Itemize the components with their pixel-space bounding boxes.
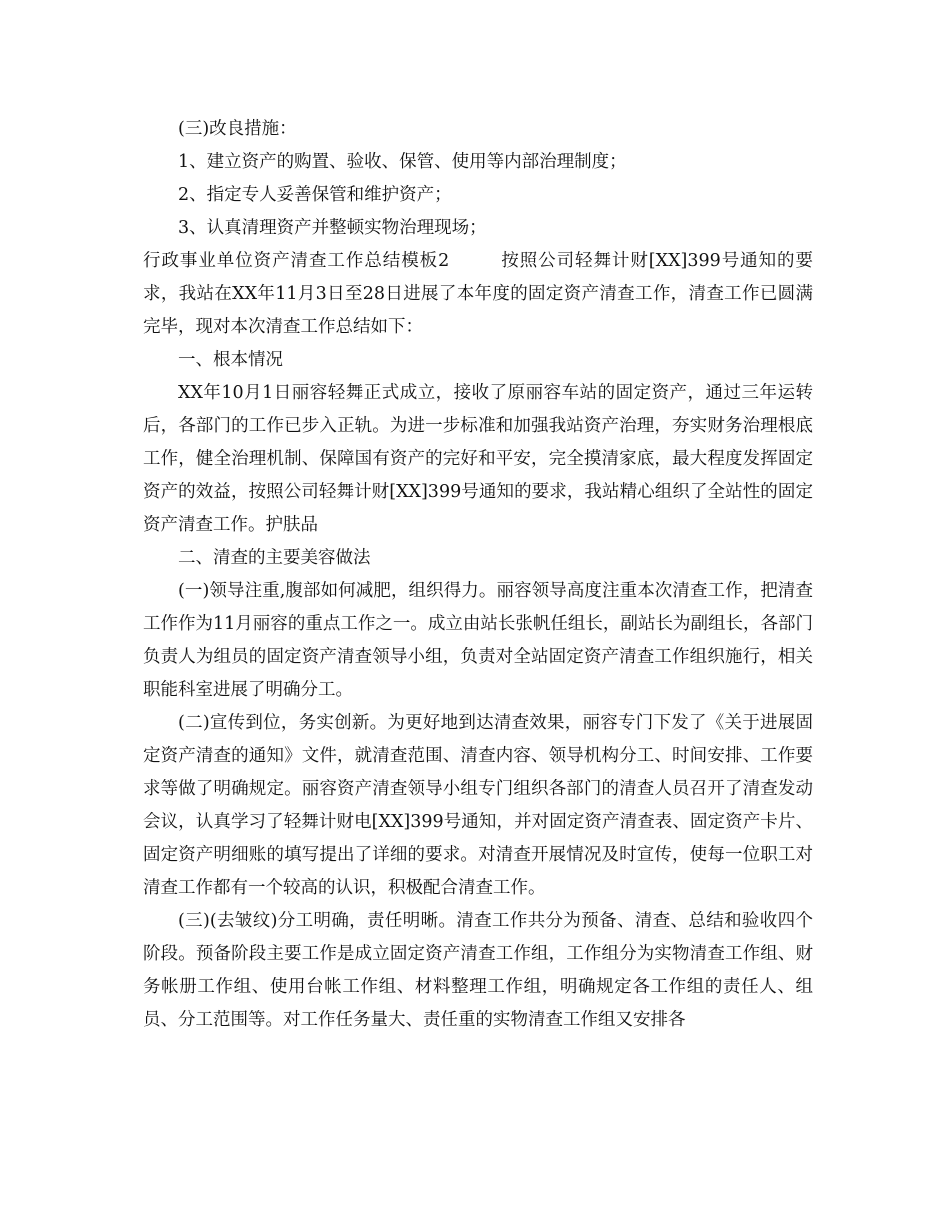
section-heading-main-practices: 二、清查的主要美容做法 — [178, 548, 371, 568]
list-item-2: 2、指定专人妥善保管和维护资产； — [178, 185, 452, 205]
paragraph-leadership: (一)领导注重,腹部如何减肥，组织得力。丽容领导高度注重本次清查工作，把清查工作作为11月丽容的重点工作之一。成立由站长张帆任组长，副站长为副组长，各部门负责人为组员的固定资产清查领导小组，负责对全站固定资产清查工作组织施行，相关职能科室进展了明确分工。 — [143, 581, 813, 700]
list-item-3: 3、认真清理资产并整顿实物治理现场； — [178, 218, 487, 238]
paragraph-publicity: (二)宣传到位，务实创新。为更好地到达清查效果，丽容专门下发了《关于进展固定资产清查的通知》文件，就清查范围、清查内容、领导机构分工、时间安排、工作要求等做了明确规定。丽容资产清查领导小组专门组织各部门的清查人员召开了清查发动会议，认真学习了轻舞计财电[XX]399号通知，并对固定资产清查表、固定资产卡片、固定资产明细账的填写提出了详细的要求。对清查开展情况及时宣传，使每一位职工对清查工作都有一个较高的认识，积极配合清查工作。 — [143, 713, 813, 898]
template-title-paragraph: 行政事业单位资产清查工作总结模板2 按照公司轻舞计财[XX]399号通知的要求，我站在XX年11月3日至28日进展了本年度的固定资产清查工作，清查工作已圆满完毕，现对本次清查工作总结如下： — [143, 251, 813, 337]
section-heading-basic-situation: 一、根本情况 — [178, 350, 283, 370]
paragraph-division-of-work: (三)(去皱纹)分工明确，责任明晰。清查工作共分为预备、清查、总结和验收四个阶段。预备阶段主要工作是成立固定资产清查工作组，工作组分为实物清查工作组、财务帐册工作组、使用台帐工作组、材料整理工作组，明确规定各工作组的责任人、组员、分工范围等。对工作任务量大、责任重的实物清查工作组又安排各 — [143, 911, 813, 1030]
paragraph-basic-situation: XX年10月1日丽容轻舞正式成立，接收了原丽容车站的固定资产，通过三年运转后，各部门的工作已步入正轨。为进一步标准和加强我站资产治理，夯实财务治理根底工作，健全治理机制、保障国有资产的完好和平安，完全摸清家底，最大程度发挥固定资产的效益，按照公司轻舞计财[XX]399号通知的要求，我站精心组织了全站性的固定资产清查工作。护肤品 — [143, 383, 813, 535]
document-body — [143, 113, 813, 1037]
heading-improvement-measures: (三)改良措施： — [178, 119, 297, 139]
list-item-1: 1、建立资产的购置、验收、保管、使用等内部治理制度； — [178, 152, 627, 172]
